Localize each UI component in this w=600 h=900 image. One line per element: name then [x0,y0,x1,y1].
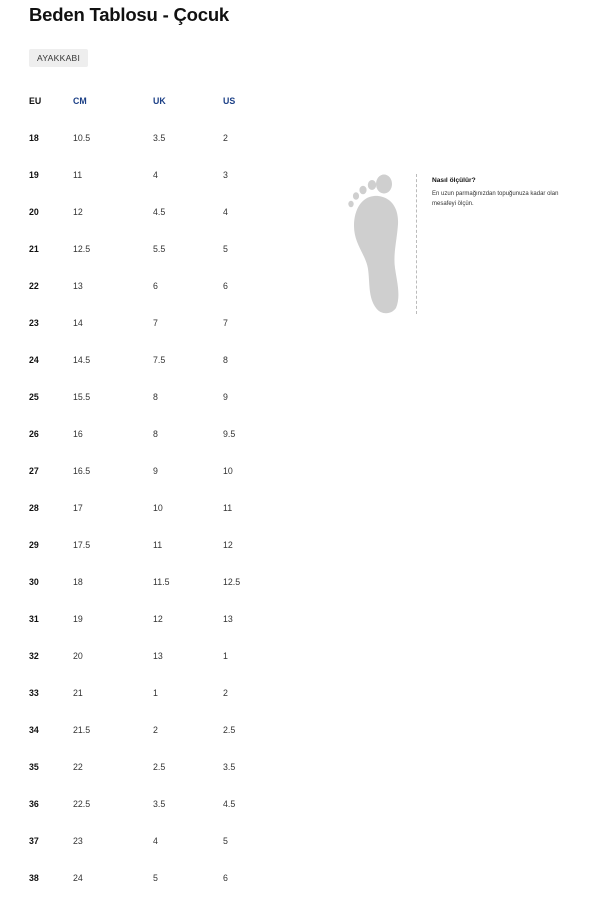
cell-uk: 11.5 [153,576,170,587]
how-to-measure-text: En uzun parmağınızdan topuğunuza kadar olan mesafeyi ölçün. [432,191,559,207]
cell-uk: 12 [153,613,163,624]
cell-cm: 17.5 [73,539,91,550]
cell-uk: 4 [153,169,158,180]
cell-eu: 20 [29,206,39,217]
cell-uk: 13 [153,650,163,661]
cell-cm: 14.5 [73,354,91,365]
cell-eu: 32 [29,650,39,661]
cell-eu: 37 [29,835,39,846]
cell-us: 6 [223,872,228,883]
cell-cm: 12 [73,206,83,217]
table-row [29,674,283,711]
cell-uk: 10 [153,502,163,513]
cell-eu: 21 [29,243,39,254]
cell-uk: 7.5 [153,354,166,365]
column-header-cm: CM [73,96,87,106]
table-row [29,119,283,156]
cell-uk: 2 [153,724,158,735]
how-to-measure-panel [344,172,574,317]
cell-uk: 9 [153,465,158,476]
cell-eu: 31 [29,613,39,624]
table-row [29,267,283,304]
cell-us: 4 [223,206,228,217]
cell-uk: 4.5 [153,206,166,217]
table-row [29,600,283,637]
cell-cm: 22 [73,761,83,772]
cell-eu: 25 [29,391,39,402]
table-row [29,526,283,563]
table-row [29,563,283,600]
cell-cm: 20 [73,650,83,661]
cell-eu: 34 [29,724,39,735]
cell-eu: 18 [29,132,39,143]
cell-cm: 17 [73,502,83,513]
cell-us: 1 [223,650,228,661]
cell-uk: 5.5 [153,243,166,254]
cell-uk: 2.5 [153,761,166,772]
cell-uk: 11 [153,539,163,550]
table-row [29,822,283,859]
cell-eu: 27 [29,465,39,476]
cell-cm: 22.5 [73,798,91,809]
tab-ayakkabi[interactable]: AYAKKABI [29,49,88,67]
cell-us: 9.5 [223,428,236,439]
cell-cm: 16.5 [73,465,91,476]
cell-uk: 3.5 [153,132,166,143]
cell-uk: 4 [153,835,158,846]
cell-cm: 21.5 [73,724,91,735]
cell-eu: 33 [29,687,39,698]
column-header-us: US [223,96,236,106]
cell-us: 5 [223,835,228,846]
cell-us: 2.5 [223,724,236,735]
cell-cm: 15.5 [73,391,91,402]
table-row [29,785,283,822]
cell-us: 12 [223,539,233,550]
cell-uk: 8 [153,391,158,402]
table-row [29,341,283,378]
cell-cm: 16 [73,428,83,439]
cell-us: 8 [223,354,228,365]
table-row [29,230,283,267]
cell-us: 3.5 [223,761,236,772]
cell-us: 6 [223,280,228,291]
cell-eu: 22 [29,280,39,291]
cell-cm: 19 [73,613,83,624]
cell-eu: 19 [29,169,39,180]
page-title: Beden Tablosu - Çocuk [29,4,230,25]
cell-uk: 3.5 [153,798,166,809]
cell-cm: 21 [73,687,83,698]
table-row [29,156,283,193]
cell-cm: 18 [73,576,83,587]
cell-cm: 23 [73,835,83,846]
column-header-eu: EU [29,96,42,106]
divider [416,174,417,314]
table-header-row [29,83,283,119]
table-row [29,378,283,415]
table-row [29,304,283,341]
cell-cm: 12.5 [73,243,91,254]
cell-eu: 24 [29,354,39,365]
cell-eu: 26 [29,428,39,439]
cell-uk: 6 [153,280,158,291]
cell-us: 2 [223,132,228,143]
cell-eu: 35 [29,761,39,772]
table-row [29,859,283,896]
cell-us: 4.5 [223,798,236,809]
cell-us: 2 [223,687,228,698]
footprint-icon [344,172,408,317]
cell-us: 10 [223,465,233,476]
cell-eu: 28 [29,502,39,513]
cell-us: 11 [223,502,233,513]
cell-eu: 29 [29,539,39,550]
column-header-uk: UK [153,96,166,106]
cell-us: 13 [223,613,233,624]
cell-eu: 23 [29,317,39,328]
cell-cm: 14 [73,317,83,328]
cell-uk: 7 [153,317,158,328]
table-row [29,452,283,489]
cell-us: 12.5 [223,576,241,587]
cell-cm: 13 [73,280,83,291]
cell-eu: 36 [29,798,39,809]
table-row [29,748,283,785]
how-to-measure-title: Nasıl ölçülür? [432,177,476,184]
cell-eu: 38 [29,872,39,883]
cell-cm: 10.5 [73,132,91,143]
table-row [29,193,283,230]
cell-uk: 5 [153,872,158,883]
cell-us: 5 [223,243,228,254]
size-table-body [29,119,283,896]
cell-cm: 24 [73,872,83,883]
table-row [29,637,283,674]
cell-cm: 11 [73,169,83,180]
cell-uk: 1 [153,687,158,698]
table-row [29,415,283,452]
table-row [29,489,283,526]
cell-us: 3 [223,169,228,180]
table-row [29,711,283,748]
cell-us: 9 [223,391,228,402]
cell-uk: 8 [153,428,158,439]
size-table [29,83,283,896]
cell-eu: 30 [29,576,39,587]
cell-us: 7 [223,317,228,328]
